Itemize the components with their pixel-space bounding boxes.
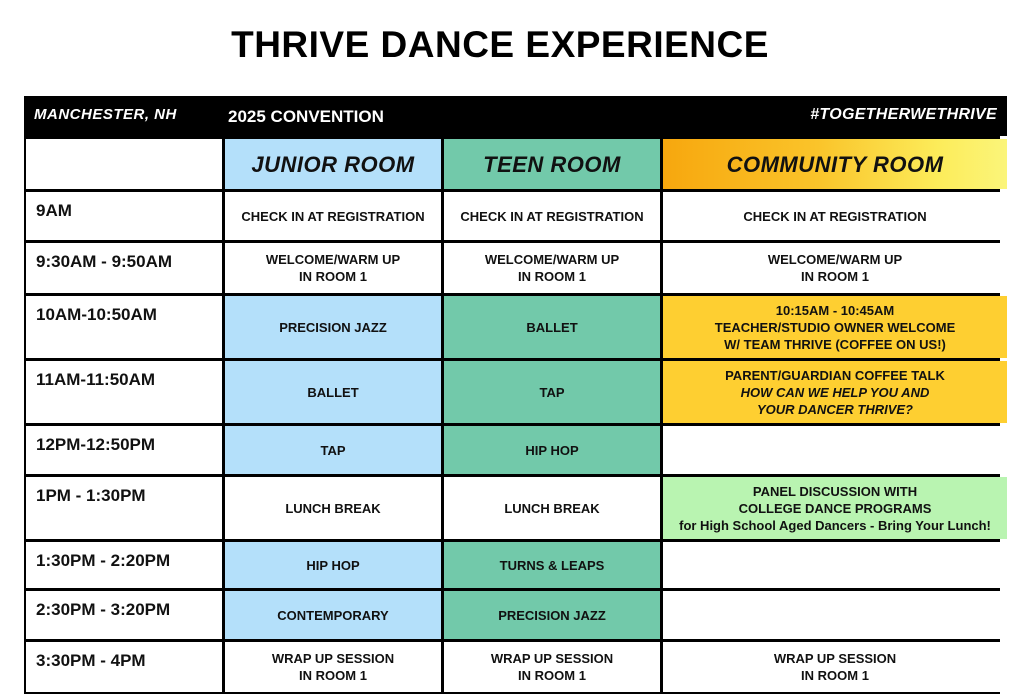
corner-cell <box>26 139 222 189</box>
session-cell-junior: WRAP UP SESSION IN ROOM 1 <box>225 642 441 692</box>
location-label: MANCHESTER, NH <box>34 106 177 123</box>
time-cell: 2:30PM - 3:20PM <box>26 591 222 639</box>
room-header-community: COMMUNITY ROOM <box>663 139 1007 189</box>
schedule-header-bar <box>26 96 1007 136</box>
session-cell-junior: PRECISION JAZZ <box>225 296 441 358</box>
page-title: THRIVE DANCE EXPERIENCE <box>231 24 769 65</box>
time-cell: 1:30PM - 2:20PM <box>26 542 222 588</box>
time-cell: 9AM <box>26 192 222 240</box>
session-cell-teen: BALLET <box>444 296 660 358</box>
schedule-table <box>24 96 1000 694</box>
time-cell: 1PM - 1:30PM <box>26 477 222 539</box>
session-cell-community: WELCOME/WARM UP IN ROOM 1 <box>663 243 1007 293</box>
session-cell-teen: TAP <box>444 361 660 423</box>
session-cell-teen: TURNS & LEAPS <box>444 542 660 588</box>
room-header-junior: JUNIOR ROOM <box>225 139 441 189</box>
session-cell-community: WRAP UP SESSION IN ROOM 1 <box>663 642 1007 692</box>
session-cell-junior: LUNCH BREAK <box>225 477 441 539</box>
session-cell-junior: CONTEMPORARY <box>225 591 441 639</box>
session-cell-community: PARENT/GUARDIAN COFFEE TALK HOW CAN WE HELP YOU AND YOUR DANCER THRIVE? <box>663 361 1007 423</box>
time-cell: 11AM-11:50AM <box>26 361 222 423</box>
hashtag-label: #TOGETHERWETHRIVE <box>810 106 997 123</box>
time-cell: 10AM-10:50AM <box>26 296 222 358</box>
session-cell-teen: WELCOME/WARM UP IN ROOM 1 <box>444 243 660 293</box>
time-cell: 9:30AM - 9:50AM <box>26 243 222 293</box>
session-cell-community-empty <box>663 591 1007 639</box>
session-cell-junior: CHECK IN AT REGISTRATION <box>225 192 441 240</box>
session-cell-junior: WELCOME/WARM UP IN ROOM 1 <box>225 243 441 293</box>
session-cell-junior: HIP HOP <box>225 542 441 588</box>
session-cell-community: PANEL DISCUSSION WITH COLLEGE DANCE PROGRAMS for High School Aged Dancers - Bring Your Lunch! <box>663 477 1007 539</box>
session-cell-community-empty <box>663 542 1007 588</box>
session-cell-community: 10:15AM - 10:45AM TEACHER/STUDIO OWNER WELCOME W/ TEAM THRIVE (COFFEE ON US!) <box>663 296 1007 358</box>
session-cell-teen: WRAP UP SESSION IN ROOM 1 <box>444 642 660 692</box>
time-cell: 3:30PM - 4PM <box>26 642 222 692</box>
time-cell: 12PM-12:50PM <box>26 426 222 474</box>
session-cell-teen: LUNCH BREAK <box>444 477 660 539</box>
session-cell-teen: HIP HOP <box>444 426 660 474</box>
session-cell-community-empty <box>663 426 1007 474</box>
session-cell-teen: PRECISION JAZZ <box>444 591 660 639</box>
session-cell-junior: TAP <box>225 426 441 474</box>
session-cell-community: CHECK IN AT REGISTRATION <box>663 192 1007 240</box>
room-header-teen: TEEN ROOM <box>444 139 660 189</box>
session-cell-junior: BALLET <box>225 361 441 423</box>
session-cell-teen: CHECK IN AT REGISTRATION <box>444 192 660 240</box>
convention-label: 2025 CONVENTION <box>228 107 384 126</box>
